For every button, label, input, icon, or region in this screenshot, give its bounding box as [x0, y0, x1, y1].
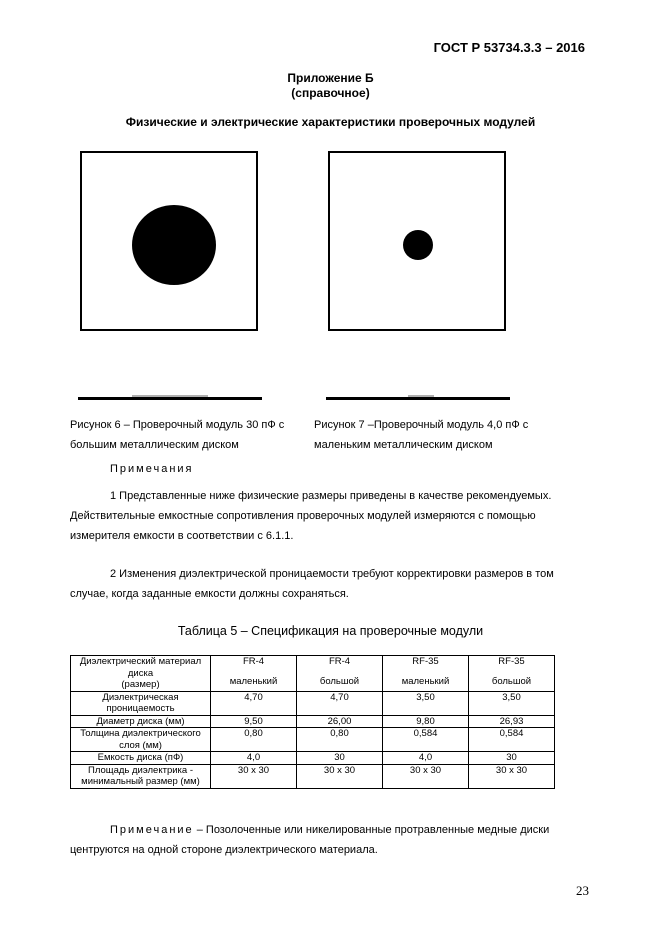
figure-6-module-side-view [78, 397, 262, 400]
appendix-heading: Физические и электрические характеристики проверочных модулей [125, 115, 536, 129]
large-metal-disk [132, 205, 216, 285]
table-header-col1 [211, 656, 297, 692]
note-2-line2: случае, когда заданные емкости должны сохраняться. [70, 588, 349, 600]
row-label [71, 715, 211, 728]
header-material-line1: Диэлектрический материал [79, 656, 202, 667]
row-label [71, 728, 211, 752]
header-col1-material: FR-4 [242, 656, 265, 667]
note-1-line3: измерителя емкости в соответствии с 6.1.1. [70, 530, 294, 542]
header-material-line2: диска [127, 667, 154, 679]
table-cell: 0,80 [211, 728, 297, 752]
document-number: ГОСТ Р 53734.3.3 – 2016 [433, 40, 585, 55]
row-label [71, 752, 211, 765]
appendix-title: Приложение Б [287, 71, 374, 85]
header-col2-size: большой [319, 675, 360, 687]
table-cell: 4,70 [297, 691, 383, 715]
notes-heading: Примечания [110, 463, 194, 475]
footnote-line2: центруются на одной стороне диэлектрического материала. [70, 844, 378, 856]
table-cell: 0,584 [469, 728, 555, 752]
row-label [71, 764, 211, 788]
table-row [71, 715, 555, 728]
note-2-line1: 2 Изменения диэлектрической проницаемости требуют корректировки размеров в том [110, 568, 554, 580]
footnote-label: Примечание [110, 824, 194, 836]
row-label-line1: Диаметр диска (мм) [96, 715, 185, 727]
table-cell: 4,0 [383, 752, 469, 765]
table-cell: 30 x 30 [297, 764, 383, 788]
header-col3-material: RF-35 [412, 656, 439, 667]
table-cell: 30 [469, 752, 555, 765]
table-cell: 30 x 30 [211, 764, 297, 788]
row-label-line2: слоя (мм) [119, 739, 162, 751]
figure-7-module-side-view [326, 397, 510, 400]
footnote-line1 [110, 820, 549, 841]
table-row [71, 728, 555, 752]
table-header-col4 [469, 656, 555, 692]
table-header-material [71, 656, 211, 692]
note-1-line1: 1 Представленные ниже физические размеры приведены в качестве рекомендуемых. [110, 490, 552, 502]
small-metal-disk [403, 230, 433, 260]
table-row [71, 752, 555, 765]
header-col3-size: маленький [401, 675, 450, 687]
footnote-text-line1: – Позолоченные или никелированные протравленные медные диски [196, 824, 550, 836]
figure-7-caption-line2: маленьким металлическим диском [314, 439, 493, 451]
row-label-line1: Толщина диэлектрического [80, 728, 201, 739]
table-title: Таблица 5 – Спецификация на проверочные модули [177, 624, 484, 638]
table-row [71, 764, 555, 788]
figure-7-caption-line1: Рисунок 7 –Проверочный модуль 4,0 пФ с [314, 419, 529, 431]
header-material-line3: (размер) [121, 679, 160, 690]
table-cell: 26,00 [297, 715, 383, 728]
table-header-row [71, 656, 555, 692]
table-cell: 4,0 [211, 752, 297, 765]
header-col4-size: большой [491, 675, 532, 687]
row-label [71, 691, 211, 715]
figure-6-caption [70, 415, 284, 455]
header-col1-size: маленький [229, 675, 278, 687]
note-1-line2: Действительные емкостные сопротивления проверочных модулей измеряются с помощью [70, 510, 536, 522]
table-header-col2 [297, 656, 383, 692]
table-cell: 3,50 [383, 691, 469, 715]
table-cell: 30 x 30 [383, 764, 469, 788]
table-cell: 4,70 [211, 691, 297, 715]
spec-table [70, 655, 555, 789]
table-cell: 30 x 30 [469, 764, 555, 788]
table-cell: 0,80 [297, 728, 383, 752]
page-number: 23 [576, 883, 589, 898]
table-header-col3 [383, 656, 469, 692]
figure-7-disk-side-view [408, 395, 434, 397]
table-cell: 3,50 [469, 691, 555, 715]
appendix-subtitle: (справочное) [291, 86, 370, 100]
table-cell: 9,80 [383, 715, 469, 728]
row-label-line1: Площадь диэлектрика - [88, 764, 193, 776]
row-label-line1: Емкость диска (пФ) [97, 752, 184, 763]
figure-7-caption [314, 415, 528, 455]
row-label-line2: минимальный размер (мм) [81, 776, 200, 787]
row-label-line2: проницаемость [106, 703, 175, 714]
table-cell: 9,50 [211, 715, 297, 728]
table-row [71, 691, 555, 715]
table-cell: 30 [297, 752, 383, 765]
figure-6-caption-line2: большим металлическим диском [70, 439, 239, 451]
header-col2-material: FR-4 [328, 656, 351, 667]
figure-6-disk-side-view [132, 395, 208, 397]
figure-6-caption-line1: Рисунок 6 – Проверочный модуль 30 пФ с [70, 419, 285, 431]
table-cell: 0,584 [383, 728, 469, 752]
row-label-line1: Диэлектрическая [102, 691, 179, 703]
figure-6-module-top-view [80, 151, 258, 331]
header-col4-material: RF-35 [498, 656, 525, 667]
table-cell: 26,93 [469, 715, 555, 728]
figure-7-module-top-view [328, 151, 506, 331]
